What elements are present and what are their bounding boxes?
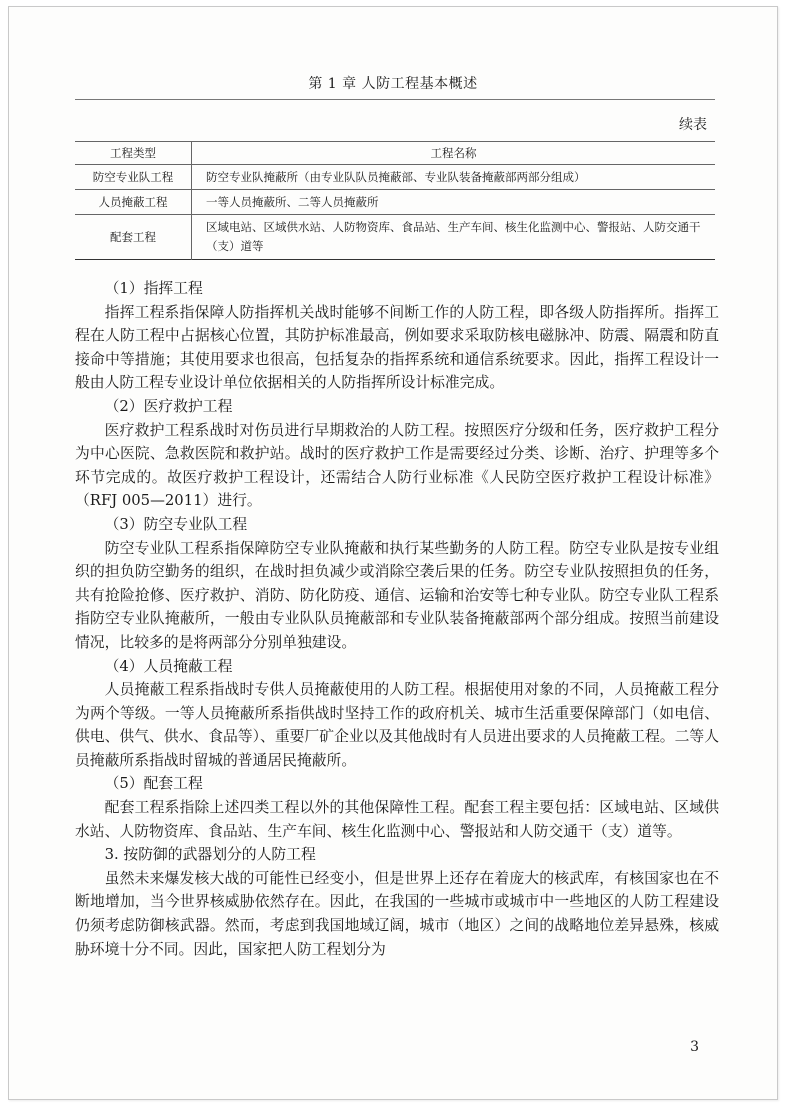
- section-heading-personnel-shelter: （4）人员掩蔽工程: [104, 657, 233, 675]
- table-continued-label: 续表: [679, 117, 707, 133]
- table-cell-name: 一等人员掩蔽所、二等人员掩蔽所: [192, 190, 716, 215]
- section-heading-air-defense-team: （3）防空专业队工程: [104, 515, 248, 533]
- section-paragraph-air-defense-team: 防空专业队工程系指保障防空专业队掩蔽和执行某些勤务的人防工程。防空专业队是按专业组织的担负防空勤务的组织，在战时担负减少或消除空袭后果的任务。防空专业队按照担负的任务，共有抢险抢修、医疗救护、消防、防化防疫、通信、运输和治安等七种专业队。防空专业队工程系指防空专业队掩蔽所，一般由专业队队员掩蔽部和专业队装备掩蔽部两个部分组成。按照当前建设情况，比较多的是将两部分分别单独建设。: [75, 539, 719, 651]
- engineering-types-table: [75, 141, 715, 260]
- section-heading-supporting: （5）配套工程: [104, 775, 203, 793]
- section-heading-command: （1）指挥工程: [104, 280, 203, 297]
- table-cell-type: 人员掩蔽工程: [75, 190, 192, 215]
- column-header-name: 工程名称: [192, 142, 716, 165]
- document-page: [8, 6, 778, 1100]
- table-cell-name: 防空专业队掩蔽所（由专业队队员掩蔽部、专业队装备掩蔽部两部分组成）: [192, 165, 716, 190]
- section-heading-medical: （2）医疗救护工程: [104, 397, 233, 415]
- section-paragraph-command: 指挥工程系指保障人防指挥机关战时能够不间断工作的人防工程，即各级人防指挥所。指挥工程在人防工程中占据核心位置，其防护标准最高，例如要求采取防核电磁脉冲、防震、隔震和防直接命中等措施；其使用要求也很高，包括复杂的指挥系统和通信系统要求。因此，指挥工程设计一般由人防工程专业设计单位依据相关的人防指挥所设计标准完成。: [75, 303, 719, 392]
- table-row: [75, 190, 715, 215]
- table-cell-name: 区域电站、区域供水站、人防物资库、食品站、生产车间、核生化监测中心、警报站、人防交通干（支）道等: [192, 215, 716, 260]
- section-paragraph-medical: 医疗救护工程系战时对伤员进行早期救治的人防工程。按照医疗分级和任务，医疗救护工程分为中心医院、急救医院和救护站。战时的医疗救护工作是需要经过分类、诊断、治疗、护理等多个环节完成的。故医疗救护工程设计，还需结合人防行业标准《人民防空医疗救护工程设计标准》（RFJ 005—2011）进行。: [75, 421, 719, 510]
- page-number: 3: [690, 1039, 699, 1055]
- table-cell-type: 配套工程: [75, 215, 192, 260]
- table-row: [75, 215, 715, 260]
- body-text: [75, 277, 719, 961]
- chapter-header: 第 1 章 人防工程基本概述: [308, 76, 478, 92]
- section-heading-by-weapon: 3. 按防御的武器划分的人防工程: [104, 846, 316, 864]
- table-row: [75, 165, 715, 190]
- section-paragraph-by-weapon: 虽然未来爆发核大战的可能性已经变小，但是世界上还存在着庞大的核武库，有核国家也在不断地增加，当今世界核威胁依然存在。因此，在我国的一些城市或城市中一些地区的人防工程建设仍须考虑防御核武器。然而，考虑到我国地域辽阔，城市（地区）之间的战略地位差异悬殊，核威胁环境十分不同。因此，国家把人防工程划分为: [75, 869, 719, 958]
- column-header-type: 工程类型: [75, 142, 192, 165]
- section-paragraph-supporting: 配套工程系指除上述四类工程以外的其他保障性工程。配套工程主要包括：区域电站、区域供水站、人防物资库、食品站、生产车间、核生化监测中心、警报站和人防交通干（支）道等。: [75, 799, 719, 840]
- header-rule: [75, 99, 715, 100]
- table-cell-type: 防空专业队工程: [75, 165, 192, 190]
- table-header-row: [75, 142, 715, 165]
- section-paragraph-personnel-shelter: 人员掩蔽工程系指战时专供人员掩蔽使用的人防工程。根据使用对象的不同，人员掩蔽工程分为两个等级。一等人员掩蔽所系指供战时坚持工作的政府机关、城市生活重要保障部门（如电信、供电、供气、供水、食品等）、重要厂矿企业以及其他战时有人员进出要求的人员掩蔽工程。二等人员掩蔽所系指战时留城的普通居民掩蔽所。: [75, 681, 719, 769]
